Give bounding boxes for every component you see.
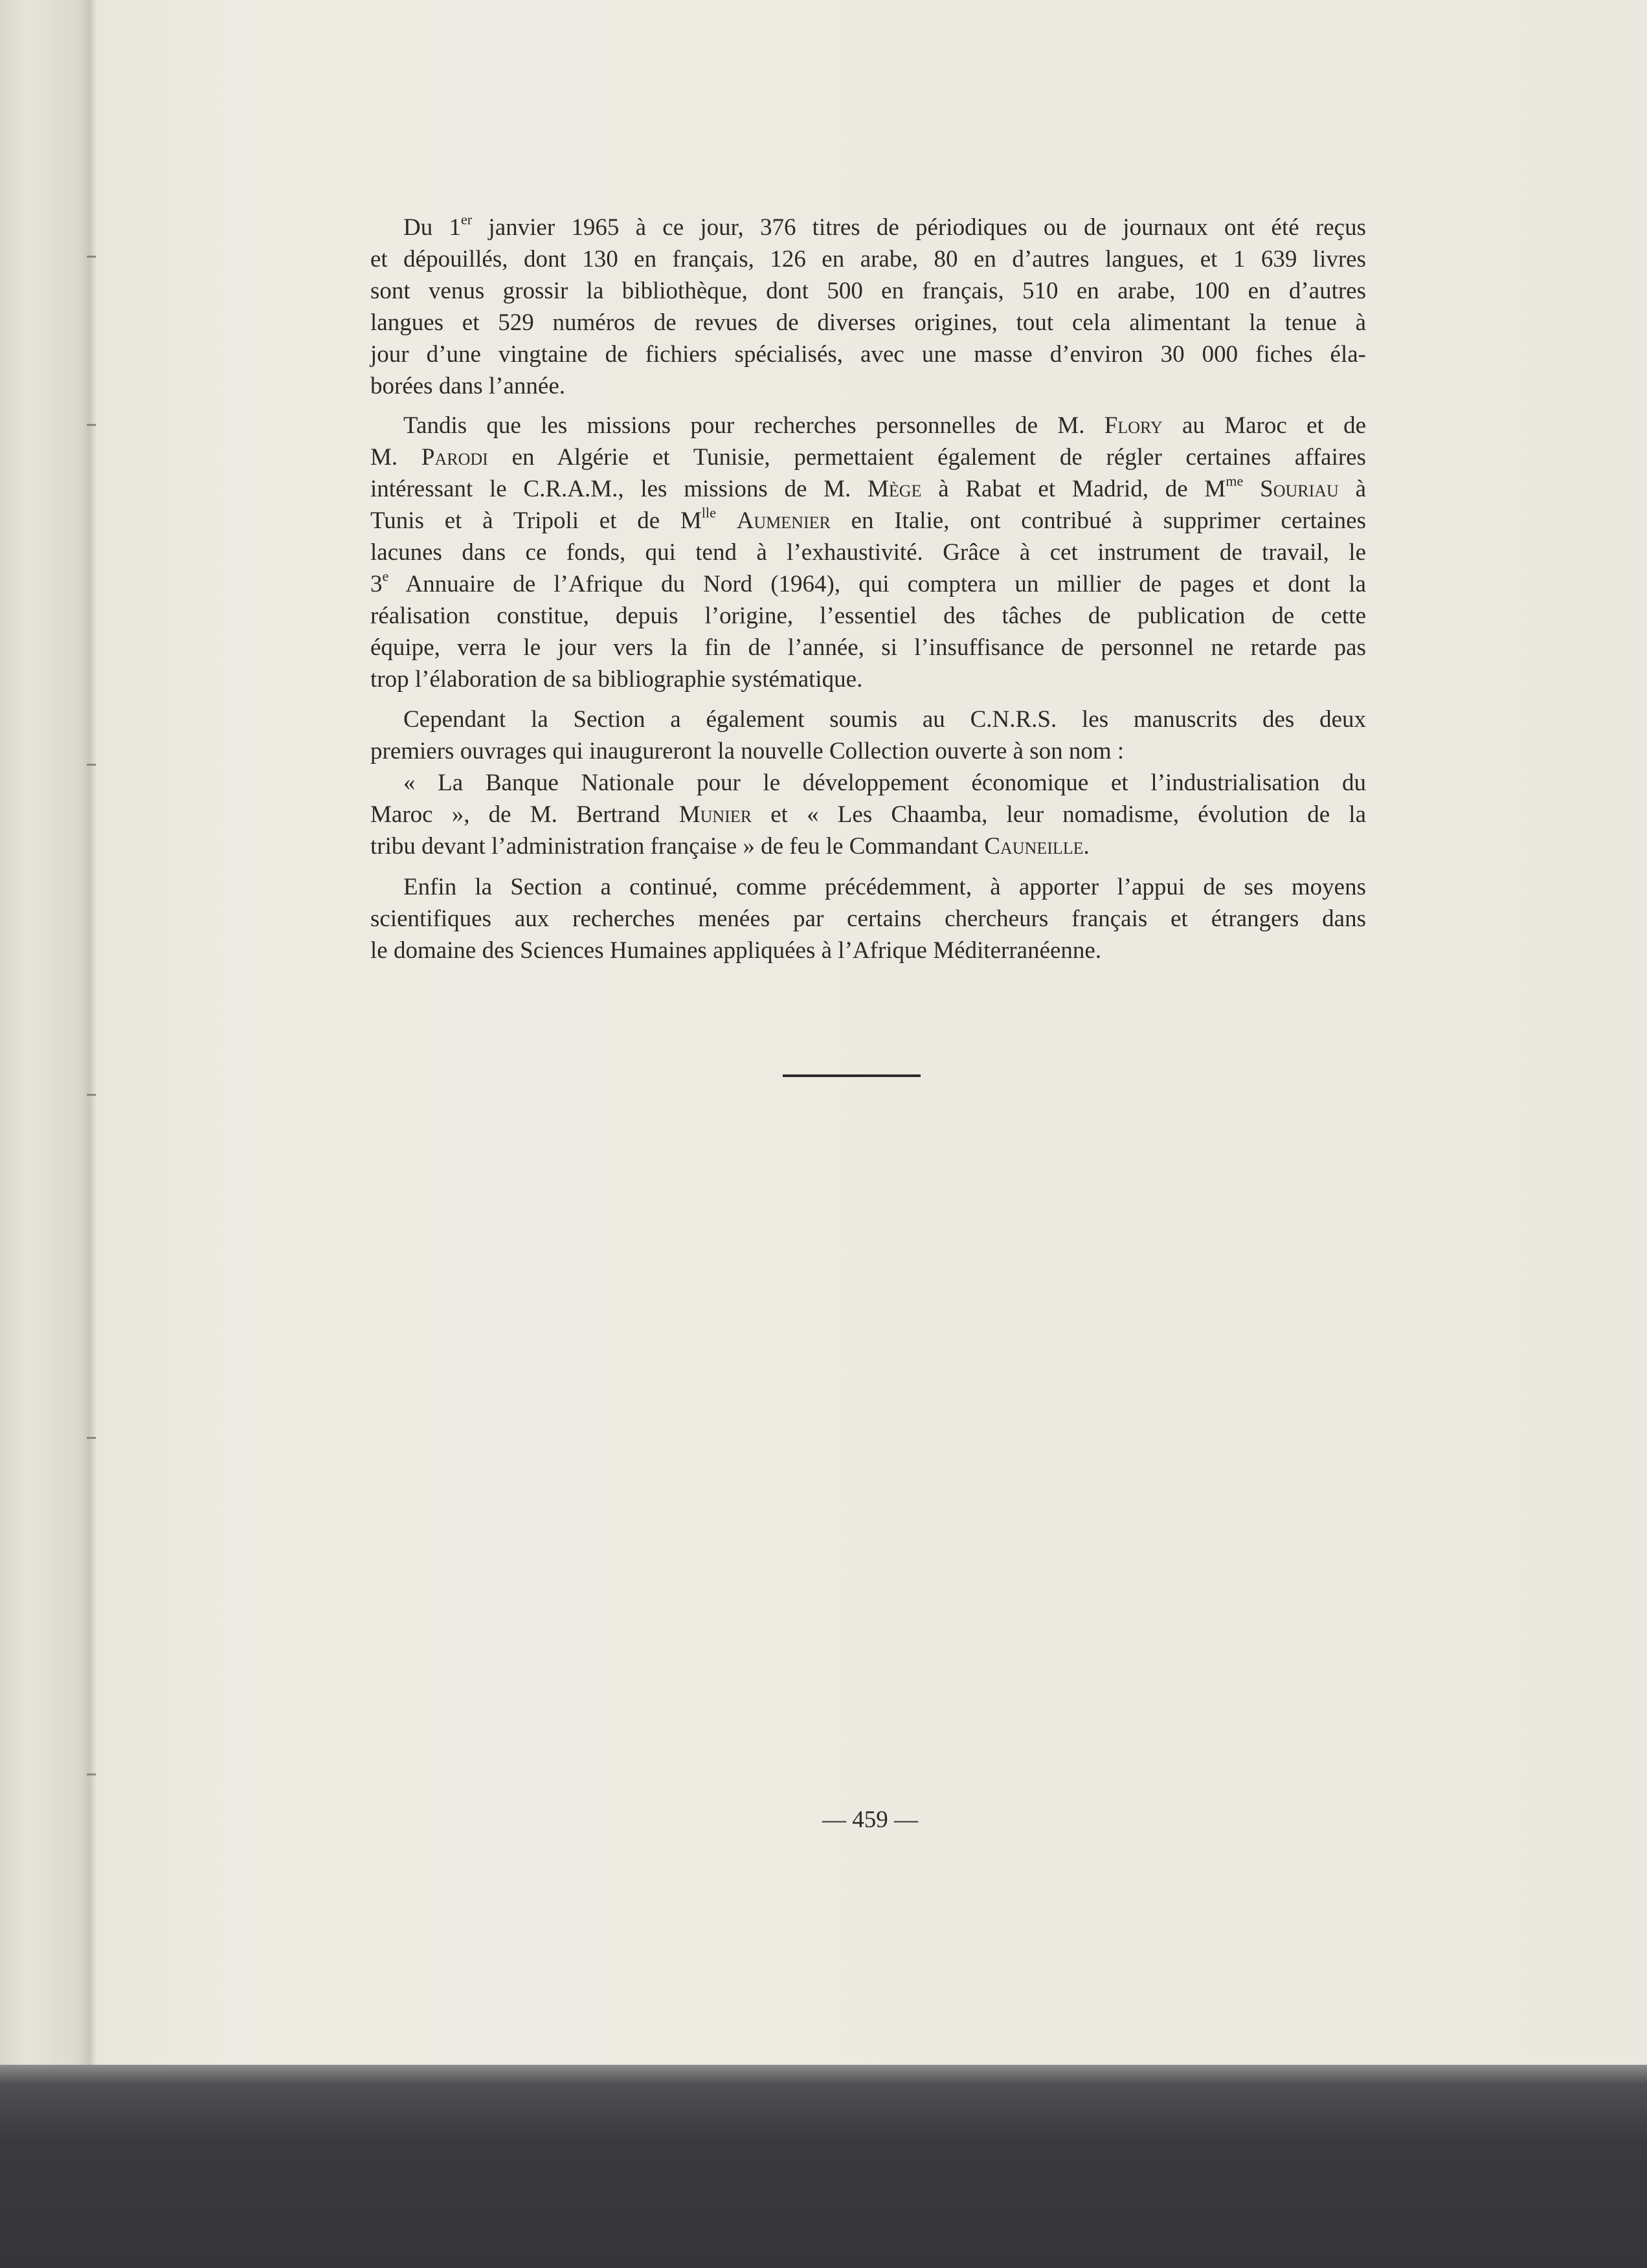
text-run: . xyxy=(1083,833,1090,860)
text-run xyxy=(1243,476,1260,502)
text-run: tribu devant l’administration française » de feu le Commandant xyxy=(370,833,985,860)
binding-mark xyxy=(87,424,96,426)
text-run: jour d’une vingtaine de fichiers spécialisés, avec une masse d’environ 30 000 fiches éla- xyxy=(370,341,1366,368)
text-run: lacunes dans ce fonds, qui tend à l’exhaustivité. Grâce à cet instrument de travail, le xyxy=(370,539,1366,566)
text-run: sont venus grossir la bibliothèque, dont 500 en français, 510 en arabe, 100 en d’autres xyxy=(370,278,1366,304)
section-end-rule xyxy=(783,1074,921,1077)
text-line xyxy=(370,903,1366,935)
text-run xyxy=(716,507,737,534)
text-line xyxy=(370,568,1366,600)
text-run: en Algérie et Tunisie, permettaient également de régler certaines affaires xyxy=(487,444,1366,471)
text-run: et « Les Chaamba, leur nomadisme, évolution de la xyxy=(752,801,1366,828)
text-line xyxy=(370,410,1366,441)
person-name: Mège xyxy=(868,476,922,502)
superscript: me xyxy=(1226,472,1244,489)
text-line xyxy=(370,505,1366,537)
text-line xyxy=(370,243,1366,275)
text-run: janvier 1965 à ce jour, 376 titres de périodiques ou de journaux ont été reçus xyxy=(472,214,1366,241)
text-run: réalisation constitue, depuis l’origine, l’essentiel des tâches de publication de cette xyxy=(370,603,1366,629)
person-name: Munier xyxy=(678,801,752,828)
text-line xyxy=(370,735,1366,767)
text-run: Tandis que les missions pour recherches personnelles de M. xyxy=(403,412,1104,439)
text-line xyxy=(370,600,1366,632)
text-run: équipe, verra le jour vers la fin de l’année, si l’insuffisance de personnel ne retarde pas xyxy=(370,634,1366,661)
text-run: intéressant le C.R.A.M., les missions de M. xyxy=(370,476,868,502)
text-run: en Italie, ont contribué à supprimer certaines xyxy=(830,507,1367,534)
text-run: premiers ouvrages qui inaugureront la nouvelle Collection ouverte à son nom : xyxy=(370,738,1125,764)
text-run: Cependant la Section a également soumis au C.N.R.S. les manuscrits des deux xyxy=(403,706,1366,733)
text-line xyxy=(370,370,1366,402)
text-run: le domaine des Sciences Humaines appliquées à l’Afrique Méditerranéenne. xyxy=(370,937,1102,964)
binding-mark xyxy=(87,256,96,258)
text-line xyxy=(370,767,1366,799)
text-run: à Rabat et Madrid, de M xyxy=(921,476,1226,502)
text-run: à xyxy=(1338,476,1366,502)
superscript: e xyxy=(382,568,389,584)
text-run: Tunis et à Tripoli et de M xyxy=(370,507,702,534)
text-line xyxy=(370,275,1366,307)
text-run: au Maroc et de xyxy=(1162,412,1366,439)
text-line xyxy=(370,537,1366,568)
superscript: lle xyxy=(701,504,716,521)
text-line xyxy=(370,307,1366,339)
text-line xyxy=(370,663,1366,695)
text-line xyxy=(370,339,1366,370)
text-line xyxy=(370,935,1366,966)
text-run: borées dans l’année. xyxy=(370,373,566,399)
text-run: « La Banque Nationale pour le développement économique et l’industrialisation du xyxy=(403,770,1366,796)
text-run: M. xyxy=(370,444,421,471)
text-line xyxy=(370,212,1366,243)
text-run: et dépouillés, dont 130 en français, 126 en arabe, 80 en d’autres langues, et 1 639 livres xyxy=(370,246,1366,272)
binding-mark xyxy=(87,764,96,766)
text-line xyxy=(370,473,1366,505)
text-line xyxy=(370,441,1366,473)
text-run: Du 1 xyxy=(403,214,461,241)
text-run: Enfin la Section a continué, comme précédemment, à apporter l’appui de ses moyens xyxy=(403,874,1366,900)
binding-mark xyxy=(87,1437,96,1439)
text-line xyxy=(370,830,1366,862)
person-name: Flory xyxy=(1104,412,1163,439)
text-run: scientifiques aux recherches menées par certains chercheurs français et étrangers dans xyxy=(370,906,1366,932)
text-line xyxy=(370,704,1366,735)
text-run: trop l’élaboration de sa bibliographie systématique. xyxy=(370,666,863,693)
person-name: Cauneille xyxy=(984,833,1084,860)
binding-mark xyxy=(87,1773,96,1775)
page-number: — 459 — xyxy=(822,1807,918,1833)
text-line xyxy=(370,799,1366,830)
text-run: 3 xyxy=(370,571,383,597)
person-name: Parodi xyxy=(421,444,488,471)
scanner-background xyxy=(0,2065,1647,2268)
text-run: langues et 529 numéros de revues de diverses origines, tout cela alimentant la tenue à xyxy=(370,309,1366,336)
binding-mark xyxy=(87,1094,96,1096)
text-line xyxy=(370,871,1366,903)
person-name: Aumenier xyxy=(736,507,831,534)
text-run: Maroc », de M. Bertrand xyxy=(370,801,679,828)
text-run: Annuaire de l’Afrique du Nord (1964), qui comptera un millier de pages et dont la xyxy=(388,571,1366,597)
text-line xyxy=(370,632,1366,663)
superscript: er xyxy=(460,211,473,228)
person-name: Souriau xyxy=(1260,476,1339,502)
